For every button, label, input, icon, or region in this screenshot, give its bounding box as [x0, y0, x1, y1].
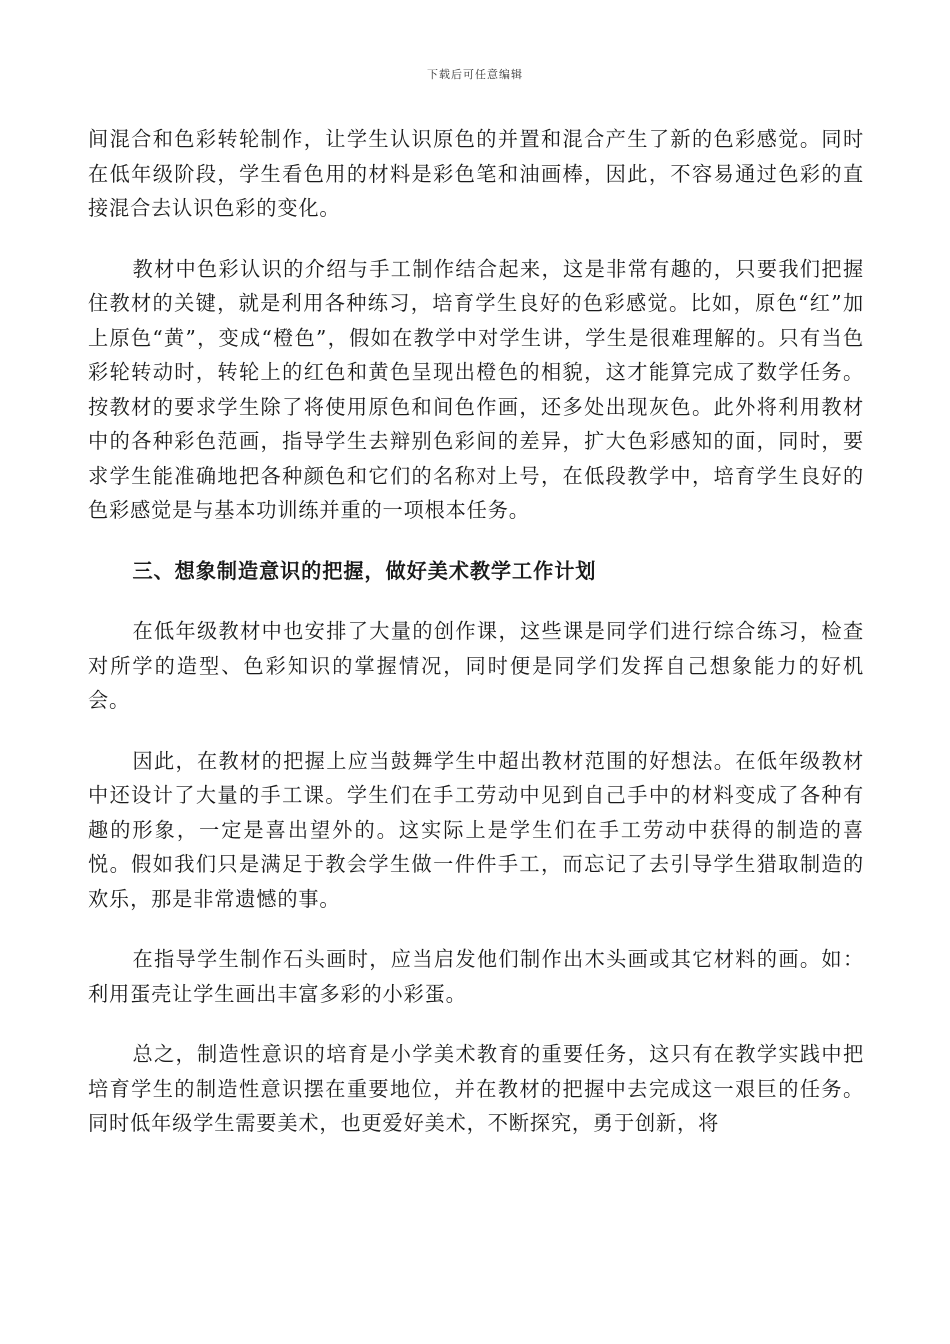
- paragraph-color-teaching: 教材中色彩认识的介绍与手工制作结合起来，这是非常有趣的，只要我们把握住教材的关键，就是利用各种练习，培育学生良好的色彩感觉。比如，原色“红”加上原色“黄”，变成“橙色”，假如在教学中对学生讲，学生是很难理解的。只有当色彩轮转动时，转轮上的红色和黄色呈现出橙色的相貌，这才能算完成了数学任务。按教材的要求学生除了将使用原色和间色作画，还多处出现灰色。此外将利用教材中的各种彩色范画，指导学生去辩别色彩间的差异，扩大色彩感知的面，同时，要求学生能准确地把各种颜色和它们的名称对上号，在低段教学中，培育学生良好的色彩感觉是与基本功训练并重的一项根本任务。: [88, 256, 864, 522]
- document-body: [88, 122, 864, 1167]
- section-heading: 三、想象制造意识的把握，做好美术教学工作计划: [132, 558, 597, 583]
- paragraph-summary: 总之，制造性意识的培育是小学美术教育的重要任务，这只有在教学实践中把培育学生的制造性意识摆在重要地位，并在教材的把握中去完成这一艰巨的任务。同时低年级学生需要美术，也更爱好美术，不断探究，勇于创新，将: [88, 1042, 864, 1135]
- paragraph-creative-lessons: 在低年级教材中也安排了大量的创作课，这些课是同学们进行综合练习，检查对所学的造型、色彩知识的掌握情况，同时便是同学们发挥自己想象能力的好机会。: [88, 619, 864, 712]
- paragraph-handcraft: 因此，在教材的把握上应当鼓舞学生中超出教材范围的好想法。在低年级教材中还设计了大量的手工课。学生们在手工劳动中见到自己手中的材料变成了各种有趣的形象，一定是喜出望外的。这实际上是学生们在手工劳动中获得的制造的喜悦。假如我们只是满足于教会学生做一件件手工，而忘记了去引导学生猎取制造的欢乐，那是非常遗憾的事。: [88, 748, 864, 911]
- page-header: 下载后可任意编辑: [427, 68, 523, 81]
- paragraph-continued: 间混合和色彩转轮制作，让学生认识原色的并置和混合产生了新的色彩感觉。同时在低年级阶段，学生看色用的材料是彩色笔和油画棒，因此，不容易通过色彩的直接混合去认识色彩的变化。: [88, 127, 864, 220]
- paragraph-stone-painting: 在指导学生制作石头画时，应当启发他们制作出木头画或其它材料的画。如：利用蛋壳让学生画出丰富多彩的小彩蛋。: [88, 947, 864, 1006]
